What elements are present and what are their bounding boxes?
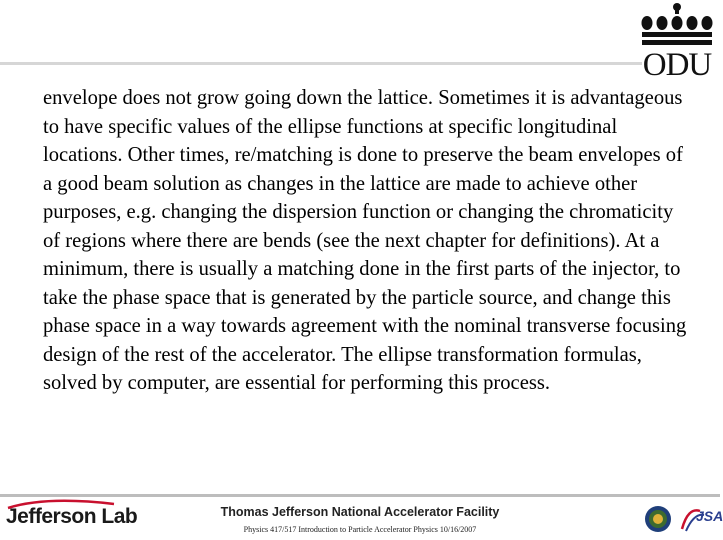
header-divider [0,62,642,65]
body-paragraph: envelope does not grow going down the lattice. Sometimes it is advantageous to have specific values of the ellipse functions at specific longitudinal locations. Other times, re/matching is done to preserve the beam envelopes of a good beam solution as changes in the lattice are made to achieve other purposes, e.g. changing the dispersion function or changing the chromaticity of regions where there are bends (see the next chapter for definitions). At a minimum, there is usually a matching done in the first parts of the injector, to take the phase space that is generated by the particle source, and change this phase space in a way towards agreement with the nominal transverse focusing design of the rest of the accelerator. The ellipse transformation formulas, solved by computer, are essential for performing this process. [43,87,687,394]
crown-icon [636,2,718,50]
doe-seal-icon [644,505,672,533]
logo-wordmark: ODU [642,47,712,83]
jefferson-lab-logo: Jefferson Lab [6,505,138,528]
course-info: Physics 417/517 Introduction to Particle Accelerator Physics 10/16/2007 [243,525,477,534]
facility-name: Thomas Jefferson National Accelerator Facility [220,505,500,519]
odu-logo [636,2,718,82]
jsa-logo: JSA [696,508,723,524]
footer-divider [0,494,720,497]
